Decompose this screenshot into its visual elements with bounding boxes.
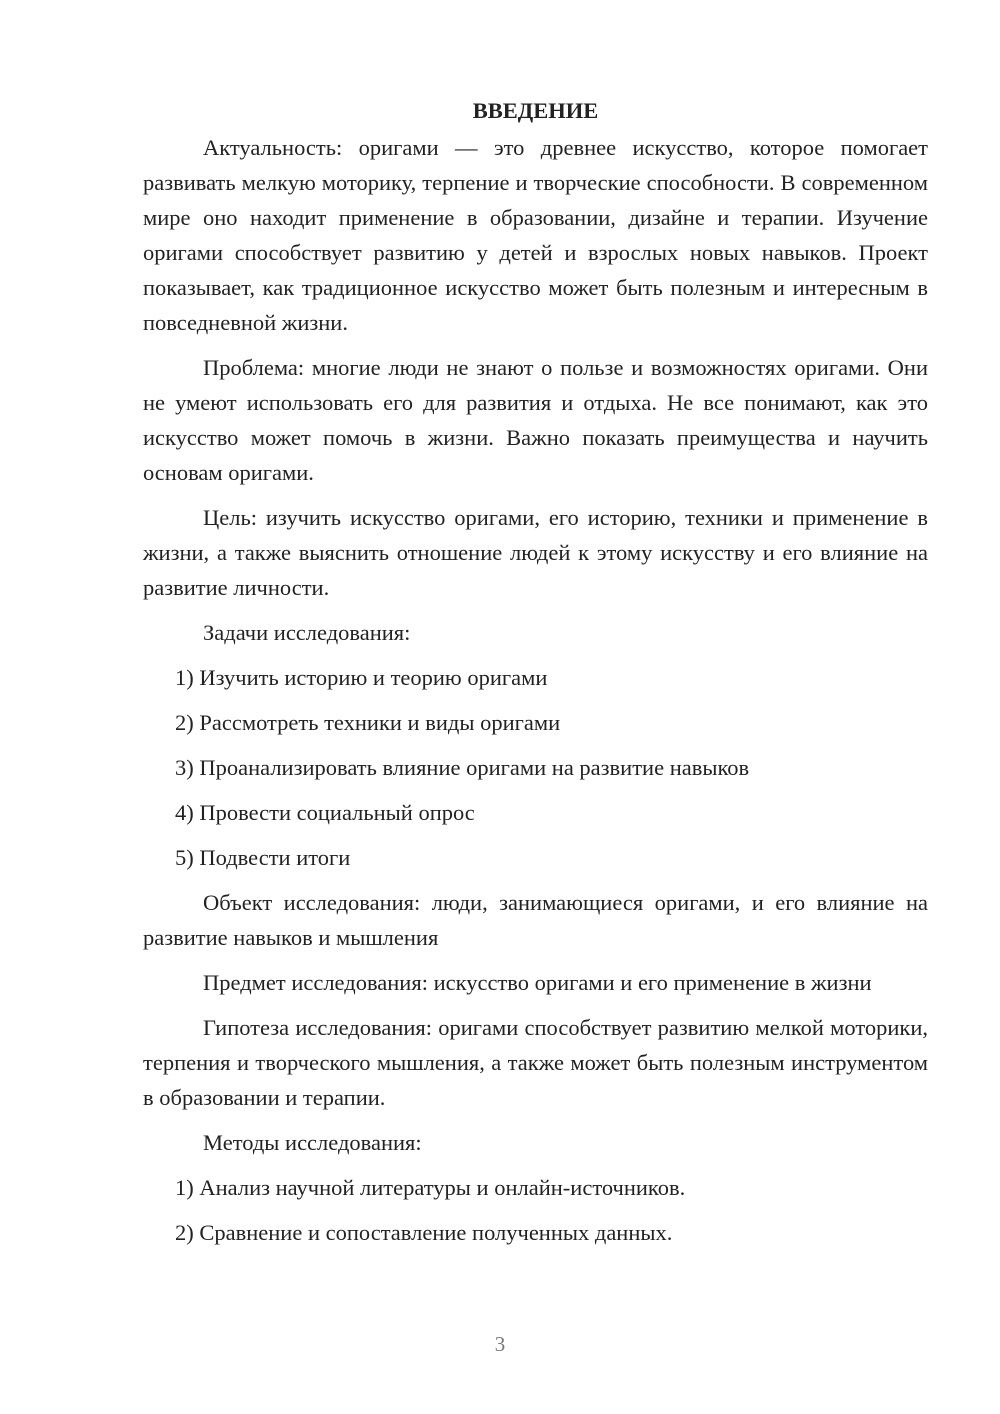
page-content xyxy=(143,92,928,1260)
tasks-list xyxy=(143,660,928,875)
problem-paragraph: Проблема: многие люди не знают о пользе и возможностях оригами. Они не умеют использовать его для развития и отдыха. Не все понимают, как это искусство может помочь в жизни. Важно показать преимущества и научить основам оригами. xyxy=(143,355,928,485)
page-number: 3 xyxy=(494,1332,506,1356)
method-item: 1) Анализ научной литературы и онлайн-источников. xyxy=(175,1175,686,1200)
task-item: 1) Изучить историю и теорию оригами xyxy=(175,665,548,690)
method-item: 2) Сравнение и сопоставление полученных данных. xyxy=(175,1220,673,1245)
methods-title: Методы исследования: xyxy=(203,1130,422,1155)
task-item: 3) Проанализировать влияние оригами на развитие навыков xyxy=(175,755,750,780)
goal-paragraph: Цель: изучить искусство оригами, его историю, техники и применение в жизни, а также выяснить отношение людей к этому искусству и его влияние на развитие личности. xyxy=(143,505,928,600)
tasks-title: Задачи исследования: xyxy=(203,620,411,645)
object-paragraph: Объект исследования: люди, занимающиеся оригами, и его влияние на развитие навыков и мышления xyxy=(143,890,928,950)
section-heading: ВВЕДЕНИЕ xyxy=(472,98,599,123)
task-item: 5) Подвести итоги xyxy=(175,845,351,870)
methods-list xyxy=(143,1170,928,1250)
subject-paragraph: Предмет исследования: искусство оригами и его применение в жизни xyxy=(203,970,872,995)
task-item: 4) Провести социальный опрос xyxy=(175,800,475,825)
relevance-paragraph: Актуальность: оригами — это древнее искусство, которое помогает развивать мелкую моторику, терпение и творческие способности. В современном мире оно находит применение в образовании, дизайне и терапии. Изучение оригами способствует развитию у детей и взрослых новых навыков. Проект показывает, как традиционное искусство может быть полезным и интересным в повседневной жизни. xyxy=(143,135,928,335)
hypothesis-paragraph: Гипотеза исследования: оригами способствует развитию мелкой моторики, терпения и творческого мышления, а также может быть полезным инструментом в образовании и терапии. xyxy=(143,1015,928,1110)
task-item: 2) Рассмотреть техники и виды оригами xyxy=(175,710,561,735)
